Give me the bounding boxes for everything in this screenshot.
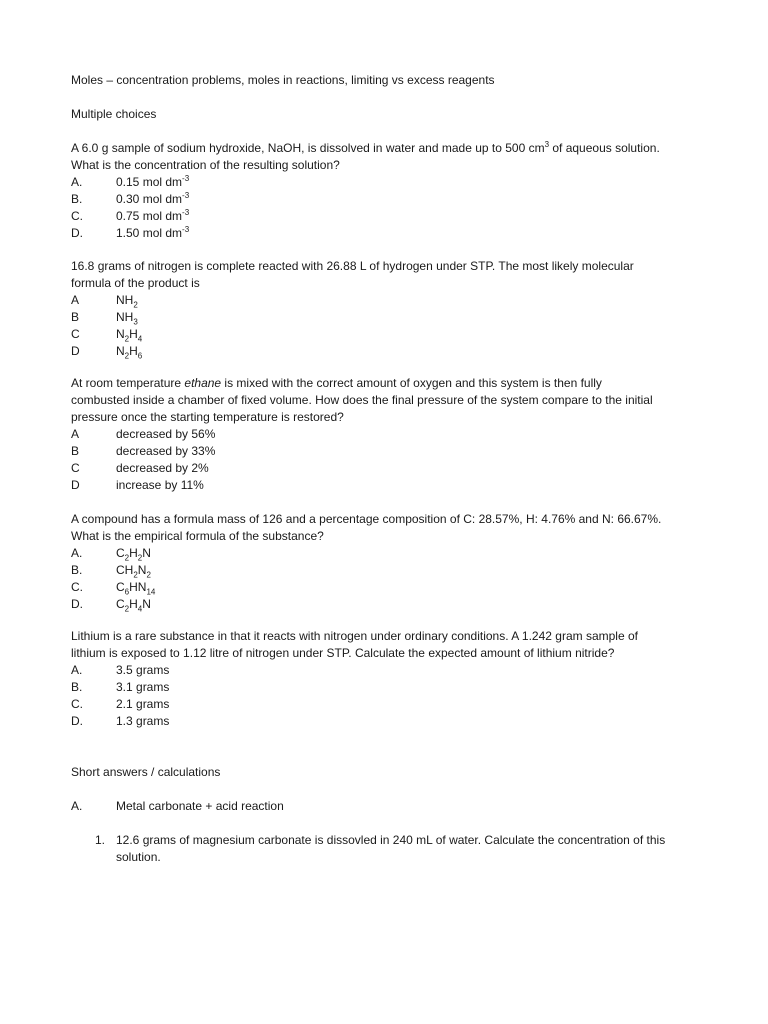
option [71, 596, 661, 613]
formula [116, 562, 151, 579]
option-label: C. [71, 209, 83, 223]
numbered-item [95, 832, 665, 866]
short-answer-question-1 [95, 832, 665, 866]
question-4-line-1: A compound has a formula mass of 126 and a percentage composition of C: 28.57%, H: 4.76% and N: 66.67%. [71, 512, 662, 526]
formula-sub: 6 [124, 587, 130, 597]
formula-part: H [129, 344, 138, 358]
question-2-line-2: formula of the product is [71, 276, 200, 290]
option-label: A. [71, 546, 83, 560]
question-1-line-1 [71, 140, 660, 157]
formula-sub: 3 [133, 317, 138, 327]
formula-part: N [142, 546, 151, 560]
section-heading-short-answers: Short answers / calculations [71, 765, 221, 779]
question-4 [71, 511, 661, 613]
option-unit-sup: -3 [182, 191, 190, 200]
option [71, 225, 660, 242]
option-label: D [71, 344, 80, 358]
part-text: Metal carbonate + acid reaction [116, 799, 284, 813]
option [71, 343, 634, 360]
option-text [116, 208, 189, 225]
question-1-line-2: What is the concentration of the resulting solution? [71, 158, 340, 172]
formula-sub: 2 [133, 300, 138, 310]
part-label: A. [71, 799, 83, 813]
option-text: decreased by 2% [116, 461, 209, 475]
option-label: C. [71, 580, 83, 594]
question-5-line-1: Lithium is a rare substance in that it reacts with nitrogen under ordinary conditions. A 1.242 gram sample of [71, 629, 638, 643]
option-label: C. [71, 697, 83, 711]
formula-part: C [116, 580, 125, 594]
option-text: 1.3 grams [116, 714, 170, 728]
formula-part: H [129, 327, 138, 341]
option-label: D [71, 478, 80, 492]
formula-sub: 2 [146, 570, 151, 580]
formula-sub: 6 [137, 351, 143, 361]
option-value: 1.50 [116, 226, 140, 240]
question-5-line-2: lithium is exposed to 1.12 litre of nitrogen under STP. Calculate the expected amount of lithium nitride? [71, 646, 615, 660]
formula-part: C [116, 546, 125, 560]
option-label: A [71, 293, 80, 307]
option-unit: mol dm [139, 209, 183, 223]
q3-text-part: At room temperature [71, 376, 185, 390]
formula-part: NH [116, 293, 134, 307]
option-text: decreased by 56% [116, 427, 216, 441]
item-number: 1. [95, 833, 106, 847]
formula-sub: 2 [124, 553, 130, 563]
formula-sub: 14 [146, 587, 156, 597]
question-3-line-2: combusted inside a chamber of fixed volume. How does the final pressure of the system compare to the initial [71, 393, 653, 407]
formula-part: N [116, 327, 125, 341]
option-unit-sup: -3 [182, 225, 190, 234]
option-unit: mol dm [139, 226, 183, 240]
option-label: A [71, 427, 80, 441]
question-3-line-1 [71, 375, 653, 392]
option-unit-sup: -3 [182, 208, 190, 217]
formula-part: C [116, 597, 125, 611]
option-label: D. [71, 597, 83, 611]
option [71, 579, 661, 596]
option-label: B [71, 310, 80, 324]
option-label: C [71, 461, 80, 475]
option-label: B [71, 444, 80, 458]
option-text [116, 174, 189, 191]
formula-part: H [129, 597, 138, 611]
formula-part: N [116, 344, 125, 358]
option-unit: mol dm [139, 175, 183, 189]
formula-part: H [129, 546, 138, 560]
formula-sub: 2 [124, 351, 130, 361]
option-label: B. [71, 192, 83, 206]
option [71, 191, 660, 208]
formula-part: N [137, 563, 147, 577]
question-3 [71, 375, 653, 494]
q1-text-part: of aqueous solution. [549, 141, 660, 155]
option [71, 679, 638, 696]
option-text [116, 225, 189, 242]
option-label: B. [71, 563, 83, 577]
option-text: 2.1 grams [116, 697, 170, 711]
q3-text-part: is mixed with the correct amount of oxygen and this system is then fully [221, 376, 602, 390]
question-5 [71, 628, 638, 730]
option [71, 545, 661, 562]
option-label: D. [71, 714, 83, 728]
option [71, 696, 638, 713]
question-2-line-1: 16.8 grams of nitrogen is complete reacted with 26.88 L of hydrogen under STP. The most likely molecular [71, 259, 634, 273]
question-3-line-3: pressure once the starting temperature is restored? [71, 410, 344, 424]
q1-text-part: A 6.0 g sample of sodium hydroxide, NaOH, is dissolved in water and made up to 500 cm [71, 141, 545, 155]
item-body [116, 832, 665, 866]
option-unit-sup: -3 [182, 174, 190, 183]
option-text [116, 191, 189, 208]
option-label: A. [71, 175, 83, 189]
formula-sub: 2 [124, 334, 130, 344]
formula-sub: 2 [137, 553, 143, 563]
section-heading-multiple-choices: Multiple choices [71, 107, 157, 121]
option [71, 208, 660, 225]
option-text: 3.5 grams [116, 663, 170, 677]
item-line-2: solution. [116, 850, 161, 864]
formula [116, 309, 138, 326]
option [71, 174, 660, 191]
formula-part: N [142, 597, 151, 611]
option [71, 443, 653, 460]
q1-sup: 3 [544, 140, 550, 149]
option [71, 426, 653, 443]
option-value: 0.30 [116, 192, 140, 206]
formula [116, 343, 142, 360]
formula-sub: 2 [133, 570, 138, 580]
item-line-1: 12.6 grams of magnesium carbonate is dissovled in 240 mL of water. Calculate the concentration of this [116, 833, 666, 847]
document-title: Moles – concentration problems, moles in reactions, limiting vs excess reagents [71, 73, 495, 87]
question-4-line-2: What is the empirical formula of the substance? [71, 529, 324, 543]
option-label: B. [71, 680, 83, 694]
option [71, 662, 638, 679]
option-value: 0.15 [116, 175, 140, 189]
option-label: A. [71, 663, 83, 677]
option [71, 326, 634, 343]
formula [116, 292, 138, 309]
question-1 [71, 140, 660, 242]
option-unit: mol dm [139, 192, 183, 206]
option [71, 713, 638, 730]
formula-sub: 4 [137, 604, 143, 614]
option [71, 309, 634, 326]
formula-part: CH [116, 563, 134, 577]
formula-part: HN [129, 580, 147, 594]
option-text: 3.1 grams [116, 680, 170, 694]
option [71, 562, 661, 579]
option-value: 0.75 [116, 209, 140, 223]
formula-part: NH [116, 310, 134, 324]
option-label: C [71, 327, 80, 341]
formula [116, 579, 155, 596]
question-2 [71, 258, 634, 360]
formula [116, 596, 151, 613]
option-text: decreased by 33% [116, 444, 216, 458]
option-label: D. [71, 226, 83, 240]
option [71, 292, 634, 309]
q3-italic-term: ethane [184, 376, 222, 390]
formula-sub: 2 [124, 604, 130, 614]
formula [116, 545, 151, 562]
formula-sub: 4 [137, 334, 143, 344]
option [71, 460, 653, 477]
short-answer-part-a [71, 798, 284, 815]
option-text: increase by 11% [116, 478, 204, 492]
option [71, 477, 653, 494]
formula [116, 326, 142, 343]
